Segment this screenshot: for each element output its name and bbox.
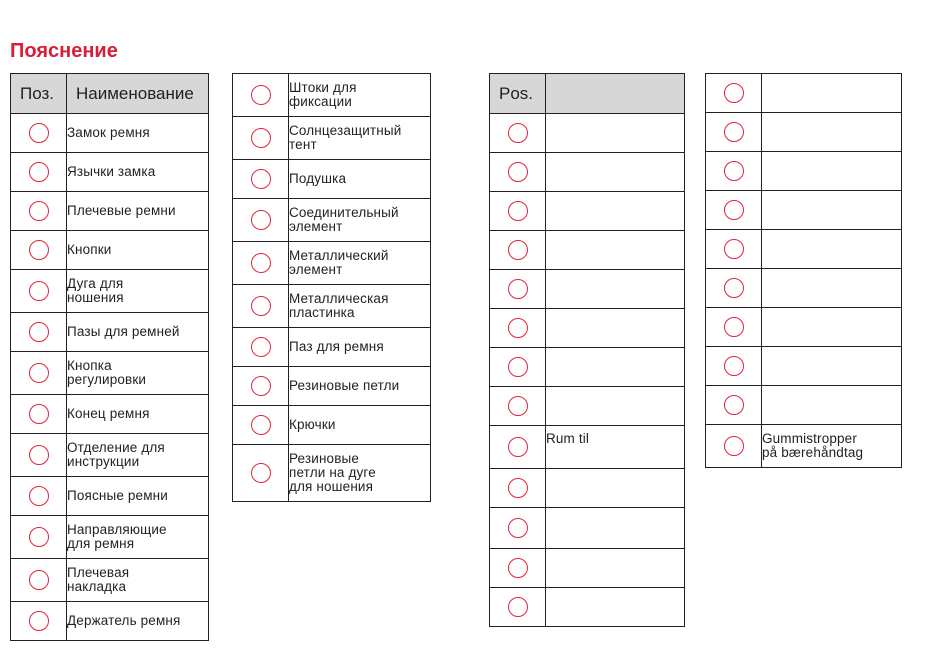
table-row xyxy=(11,602,209,641)
position-circle-icon xyxy=(251,376,271,396)
col-header-pos: Поз. xyxy=(11,74,67,114)
position-circle-icon xyxy=(251,169,271,189)
table-row xyxy=(11,477,209,516)
position-circle-icon xyxy=(508,437,528,457)
table-row xyxy=(233,406,431,445)
item-name: Подушка xyxy=(289,160,431,199)
table-row xyxy=(706,308,902,347)
pos-cell xyxy=(233,74,289,117)
table-row xyxy=(490,231,685,270)
pos-cell xyxy=(490,469,546,508)
position-circle-icon xyxy=(251,210,271,230)
position-circle-icon xyxy=(724,83,744,103)
legend-table-da-1 xyxy=(489,73,685,627)
col-header-pos: Pos. xyxy=(490,74,546,114)
item-name: Язычки замка xyxy=(67,153,209,192)
table-row xyxy=(11,192,209,231)
pos-cell xyxy=(11,516,67,559)
pos-cell xyxy=(490,114,546,153)
item-name: Резиновые петли xyxy=(289,367,431,406)
position-circle-icon xyxy=(29,240,49,260)
table-row xyxy=(490,192,685,231)
item-name xyxy=(762,347,902,386)
position-circle-icon xyxy=(251,337,271,357)
pos-cell xyxy=(706,230,762,269)
table-row xyxy=(490,153,685,192)
pos-cell xyxy=(490,426,546,469)
pos-cell xyxy=(11,434,67,477)
table-row xyxy=(490,508,685,549)
item-name xyxy=(546,309,685,348)
position-circle-icon xyxy=(251,296,271,316)
position-circle-icon xyxy=(29,570,49,590)
pos-cell xyxy=(11,313,67,352)
table-row xyxy=(233,160,431,199)
table-row xyxy=(490,348,685,387)
table-row xyxy=(233,74,431,117)
table-row xyxy=(11,313,209,352)
position-circle-icon xyxy=(724,239,744,259)
item-name xyxy=(546,387,685,426)
item-name: Резиновые петли на дуге для ношения xyxy=(289,445,431,502)
pos-cell xyxy=(233,285,289,328)
legend-table-ru-2 xyxy=(232,73,431,502)
table-row xyxy=(706,113,902,152)
pos-cell xyxy=(11,114,67,153)
position-circle-icon xyxy=(508,597,528,617)
item-name xyxy=(546,153,685,192)
position-circle-icon xyxy=(29,404,49,424)
pos-cell xyxy=(11,153,67,192)
pos-cell xyxy=(490,508,546,549)
table-row xyxy=(233,328,431,367)
position-circle-icon xyxy=(724,161,744,181)
item-name xyxy=(546,508,685,549)
item-name: Паз для ремня xyxy=(289,328,431,367)
pos-cell xyxy=(490,348,546,387)
position-circle-icon xyxy=(29,363,49,383)
item-name: Направляющие для ремня xyxy=(67,516,209,559)
pos-cell xyxy=(706,74,762,113)
pos-cell xyxy=(490,549,546,588)
position-circle-icon xyxy=(724,356,744,376)
position-circle-icon xyxy=(508,518,528,538)
position-circle-icon xyxy=(724,278,744,298)
item-name xyxy=(546,549,685,588)
pos-cell xyxy=(490,153,546,192)
pos-cell xyxy=(233,117,289,160)
table-row xyxy=(490,114,685,153)
table-row xyxy=(706,425,902,468)
pos-cell xyxy=(11,395,67,434)
table-row xyxy=(706,230,902,269)
item-name xyxy=(762,386,902,425)
item-name: Соединительный элемент xyxy=(289,199,431,242)
item-name xyxy=(762,152,902,191)
pos-cell xyxy=(490,387,546,426)
pos-cell xyxy=(11,602,67,641)
position-circle-icon xyxy=(724,200,744,220)
item-name: Кнопка регулировки xyxy=(67,352,209,395)
table-row xyxy=(11,395,209,434)
pos-cell xyxy=(233,199,289,242)
table-row xyxy=(233,242,431,285)
item-name: Штоки для фиксации xyxy=(289,74,431,117)
position-circle-icon xyxy=(508,240,528,260)
item-name: Замок ремня xyxy=(67,114,209,153)
table-row xyxy=(233,445,431,502)
position-circle-icon xyxy=(29,445,49,465)
pos-cell xyxy=(490,588,546,627)
table-row xyxy=(11,114,209,153)
item-name xyxy=(546,114,685,153)
pos-cell xyxy=(233,445,289,502)
item-name: Отделение для инструкции xyxy=(67,434,209,477)
item-name xyxy=(762,74,902,113)
item-name xyxy=(762,191,902,230)
item-name: Кнопки xyxy=(67,231,209,270)
item-name xyxy=(762,113,902,152)
position-circle-icon xyxy=(29,486,49,506)
item-name xyxy=(762,230,902,269)
item-name: Крючки xyxy=(289,406,431,445)
page-title: Пояснение xyxy=(10,40,118,62)
pos-cell xyxy=(11,477,67,516)
position-circle-icon xyxy=(508,123,528,143)
item-name xyxy=(546,192,685,231)
position-circle-icon xyxy=(508,201,528,221)
position-circle-icon xyxy=(508,162,528,182)
item-name xyxy=(546,231,685,270)
pos-cell xyxy=(233,406,289,445)
pos-cell xyxy=(490,270,546,309)
table-row xyxy=(11,352,209,395)
table-row xyxy=(233,199,431,242)
item-name xyxy=(762,269,902,308)
col-header-name: Наименование xyxy=(67,74,209,114)
pos-cell xyxy=(11,559,67,602)
position-circle-icon xyxy=(29,527,49,547)
pos-cell xyxy=(233,242,289,285)
table-row xyxy=(11,270,209,313)
position-circle-icon xyxy=(251,463,271,483)
table-row xyxy=(706,152,902,191)
pos-cell xyxy=(706,269,762,308)
table-row xyxy=(706,386,902,425)
item-name: Дуга для ношения xyxy=(67,270,209,313)
position-circle-icon xyxy=(508,396,528,416)
table-row xyxy=(490,549,685,588)
pos-cell xyxy=(11,192,67,231)
position-circle-icon xyxy=(508,357,528,377)
pos-cell xyxy=(490,231,546,270)
pos-cell xyxy=(706,425,762,468)
pos-cell xyxy=(706,347,762,386)
position-circle-icon xyxy=(29,611,49,631)
table-row xyxy=(490,309,685,348)
position-circle-icon xyxy=(29,123,49,143)
pos-cell xyxy=(11,270,67,313)
position-circle-icon xyxy=(508,478,528,498)
table-header-row xyxy=(11,74,209,114)
position-circle-icon xyxy=(251,253,271,273)
item-name: Металлический элемент xyxy=(289,242,431,285)
position-circle-icon xyxy=(29,322,49,342)
table-row xyxy=(490,426,685,469)
item-name: Поясные ремни xyxy=(67,477,209,516)
table-row xyxy=(11,231,209,270)
item-name: Пазы для ремней xyxy=(67,313,209,352)
table-row xyxy=(490,469,685,508)
position-circle-icon xyxy=(508,558,528,578)
item-name xyxy=(762,308,902,347)
table-row xyxy=(233,117,431,160)
legend-table-ru-1 xyxy=(10,73,209,641)
item-name: Конец ремня xyxy=(67,395,209,434)
position-circle-icon xyxy=(251,128,271,148)
position-circle-icon xyxy=(724,436,744,456)
table-row xyxy=(11,434,209,477)
position-circle-icon xyxy=(29,162,49,182)
item-name: Держатель ремня xyxy=(67,602,209,641)
position-circle-icon xyxy=(29,281,49,301)
item-name: Металлическая пластинка xyxy=(289,285,431,328)
position-circle-icon xyxy=(29,201,49,221)
table-row xyxy=(706,347,902,386)
table-row xyxy=(490,588,685,627)
pos-cell xyxy=(706,113,762,152)
pos-cell xyxy=(706,386,762,425)
pos-cell xyxy=(11,352,67,395)
item-name: Солнцезащитный тент xyxy=(289,117,431,160)
pos-cell xyxy=(490,192,546,231)
position-circle-icon xyxy=(724,122,744,142)
position-circle-icon xyxy=(251,415,271,435)
legend-table-da-2 xyxy=(705,73,902,468)
pos-cell xyxy=(233,160,289,199)
pos-cell xyxy=(706,308,762,347)
position-circle-icon xyxy=(724,317,744,337)
position-circle-icon xyxy=(724,395,744,415)
item-name xyxy=(546,348,685,387)
pos-cell xyxy=(706,152,762,191)
item-name: Rum til xyxy=(546,426,685,469)
table-row xyxy=(490,270,685,309)
item-name xyxy=(546,270,685,309)
table-row xyxy=(11,153,209,192)
table-row xyxy=(706,269,902,308)
table-row xyxy=(706,74,902,113)
pos-cell xyxy=(706,191,762,230)
table-row xyxy=(11,516,209,559)
pos-cell xyxy=(233,328,289,367)
table-row xyxy=(233,367,431,406)
pos-cell xyxy=(233,367,289,406)
table-row xyxy=(490,387,685,426)
position-circle-icon xyxy=(508,279,528,299)
item-name: Плечевая накладка xyxy=(67,559,209,602)
item-name: Плечевые ремни xyxy=(67,192,209,231)
pos-cell xyxy=(490,309,546,348)
item-name: Gummistropper på bærehåndtag xyxy=(762,425,902,468)
table-header-row xyxy=(490,74,685,114)
table-row xyxy=(706,191,902,230)
item-name xyxy=(546,469,685,508)
col-header-name xyxy=(546,74,685,114)
pos-cell xyxy=(11,231,67,270)
table-row xyxy=(233,285,431,328)
position-circle-icon xyxy=(251,85,271,105)
item-name xyxy=(546,588,685,627)
table-row xyxy=(11,559,209,602)
position-circle-icon xyxy=(508,318,528,338)
